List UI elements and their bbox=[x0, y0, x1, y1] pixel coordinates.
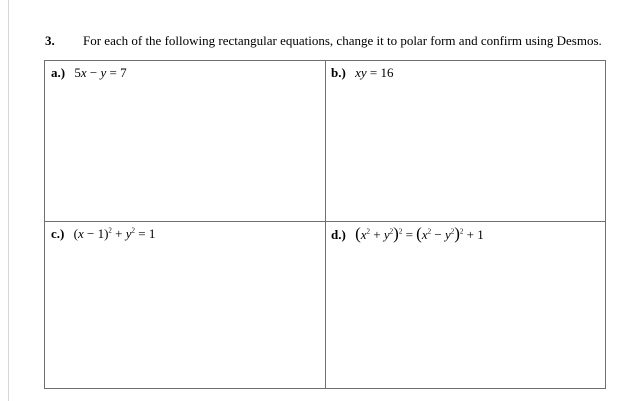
equation-d: $(x^2 + y^2)^2 = (x^2 - y^2)^2 + 1$ bbox=[355, 224, 484, 243]
answer-box-b bbox=[331, 65, 393, 81]
question-number: 3. bbox=[45, 33, 55, 48]
answer-box-d bbox=[331, 224, 484, 243]
part-label: d.) bbox=[331, 227, 346, 242]
answer-grid bbox=[44, 60, 606, 389]
part-label: c.) bbox=[51, 226, 65, 241]
answer-box-a bbox=[51, 65, 127, 81]
equation-a: 5x − y = 7 bbox=[74, 65, 127, 80]
equation-c: $(x - 1)^2 + y^2 = 1$ bbox=[73, 226, 156, 241]
grid-vertical-divider bbox=[325, 61, 326, 388]
grid-horizontal-divider bbox=[45, 221, 605, 222]
answer-box-c bbox=[51, 226, 155, 242]
question-prompt: For each of the following rectangular equations, change it to polar form and confirm using Desmos. bbox=[83, 33, 602, 48]
part-label: a.) bbox=[51, 65, 66, 80]
page-margin-line bbox=[8, 0, 9, 401]
part-label: b.) bbox=[331, 65, 346, 80]
equation-b: xy = 16 bbox=[355, 65, 394, 80]
